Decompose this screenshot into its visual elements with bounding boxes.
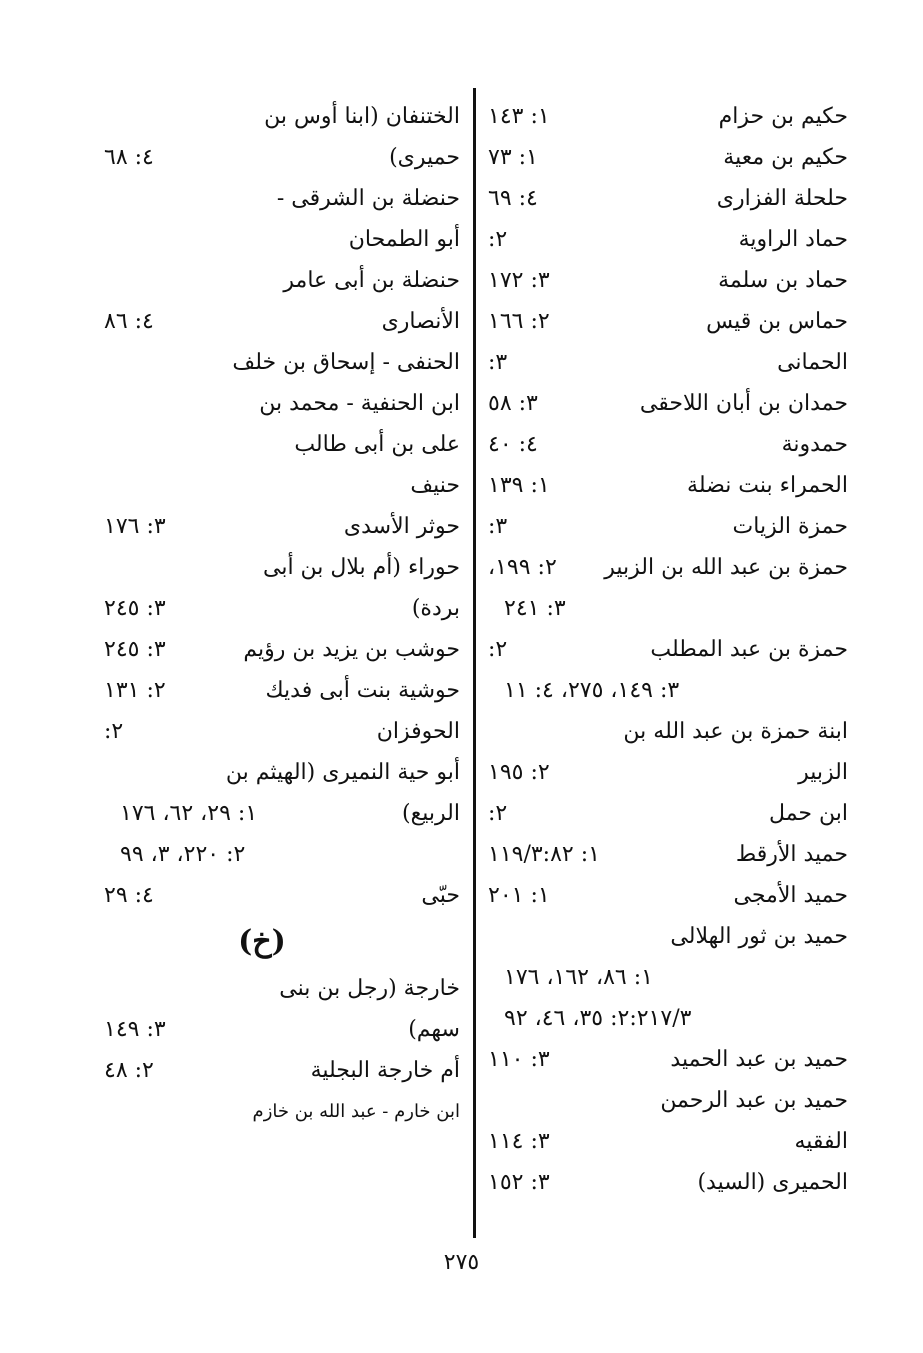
entry-name: حميرى) bbox=[389, 145, 460, 170]
index-entry bbox=[488, 629, 848, 670]
entry-name: الأنصارى bbox=[381, 309, 460, 334]
entry-reference: ٣: ١١٠ bbox=[488, 1047, 550, 1072]
index-entry bbox=[104, 342, 460, 383]
index-entry bbox=[488, 383, 848, 424]
column-divider bbox=[473, 88, 476, 1238]
entry-reference: ٤: ٤٠ bbox=[488, 432, 538, 457]
entry-name: حمدونة bbox=[781, 432, 848, 457]
entry-reference: ١: ٧٣ bbox=[488, 145, 538, 170]
page-number: ٢٧٥ bbox=[443, 1250, 480, 1275]
index-entry bbox=[104, 1091, 460, 1132]
index-entry bbox=[488, 137, 848, 178]
entry-name: حميد بن ثور الهلالى bbox=[670, 924, 848, 949]
index-entry bbox=[104, 1050, 460, 1091]
entry-reference: ١: ١٣٩ bbox=[488, 473, 550, 498]
entry-reference: ١: ١١٩/٣:٨٢ bbox=[488, 842, 600, 867]
entry-reference: ٣: ١٥٢ bbox=[488, 1170, 550, 1195]
index-entry bbox=[488, 670, 848, 711]
entry-reference: ٣: ١٧٦ bbox=[104, 514, 166, 539]
entry-reference: ٣: ٢٤٥ bbox=[104, 596, 166, 621]
entry-name: حوشية بنت أبى فديك bbox=[265, 678, 460, 703]
index-entry bbox=[488, 506, 848, 547]
entry-reference: ٤: ٨٦ bbox=[104, 309, 154, 334]
entry-name: ابن خارم - عبد الله بن خازم bbox=[252, 1101, 460, 1122]
entry-reference: ٢: bbox=[488, 637, 508, 662]
entry-name: حوثر الأسدى bbox=[343, 514, 460, 539]
entry-name: الحميرى (السيد) bbox=[697, 1170, 848, 1195]
index-entry bbox=[104, 301, 460, 342]
entry-reference: ٣: bbox=[488, 514, 508, 539]
index-entry bbox=[488, 957, 848, 998]
index-entry bbox=[104, 96, 460, 137]
entry-name: بردة) bbox=[411, 596, 460, 621]
entry-reference: ٣: ١٤٩، ٢٧٥، ٤: ١١ bbox=[504, 678, 680, 703]
entry-name: حكيم بن معية bbox=[723, 145, 848, 170]
index-entry bbox=[488, 834, 848, 875]
entry-name: أبو حية النميرى (الهيثم بن bbox=[225, 760, 460, 785]
entry-name: حماد الراوية bbox=[738, 227, 848, 252]
index-entry bbox=[488, 547, 848, 588]
index-entry bbox=[104, 137, 460, 178]
index-entry bbox=[104, 834, 460, 875]
entry-reference: ٣: ٥٨ bbox=[488, 391, 538, 416]
entry-reference: ٢: ١٩٩، bbox=[488, 555, 557, 580]
entry-name: حنيف bbox=[410, 473, 460, 498]
entry-name: على بن أبى طالب bbox=[294, 432, 460, 457]
entry-reference: ٢: bbox=[104, 719, 124, 744]
index-entry bbox=[104, 670, 460, 711]
index-entry bbox=[104, 178, 460, 219]
entry-reference: ٤: ٦٨ bbox=[104, 145, 154, 170]
index-entry bbox=[104, 1009, 460, 1050]
entry-name: حمزة الزيات bbox=[732, 514, 848, 539]
index-entry bbox=[104, 711, 460, 752]
entry-name: الحمراء بنت نضلة bbox=[687, 473, 848, 498]
index-entry bbox=[104, 968, 460, 1009]
index-entry bbox=[488, 711, 848, 752]
entry-name: حميد بن عبد الرحمن bbox=[660, 1088, 848, 1113]
entry-name: حماد بن سلمة bbox=[718, 268, 848, 293]
entry-name: الربيع) bbox=[401, 801, 460, 826]
entry-reference: ٢:٢١٧/٣: ٣٥، ٤٦، ٩٢ bbox=[504, 1006, 692, 1031]
index-entry bbox=[104, 383, 460, 424]
entry-reference: ٣: ١١٤ bbox=[488, 1129, 550, 1154]
entry-reference: ٣: ٢٤٥ bbox=[104, 637, 166, 662]
index-entry bbox=[104, 260, 460, 301]
index-entry bbox=[488, 998, 848, 1039]
entry-reference: ١: ١٤٣ bbox=[488, 104, 550, 129]
entry-reference: ٢: ٤٨ bbox=[104, 1058, 154, 1083]
entry-reference: ١: ٨٦، ١٦٢، ١٧٦ bbox=[504, 965, 653, 990]
index-entry bbox=[488, 752, 848, 793]
entry-name: الحمانى bbox=[777, 350, 848, 375]
index-entry bbox=[488, 1080, 848, 1121]
entry-name: سهم) bbox=[408, 1017, 460, 1042]
index-entry bbox=[488, 301, 848, 342]
index-entry bbox=[488, 260, 848, 301]
left-column bbox=[104, 96, 460, 1132]
entry-reference: ٢: bbox=[488, 801, 508, 826]
index-entry bbox=[488, 916, 848, 957]
index-entry bbox=[488, 875, 848, 916]
entry-name: الختنفان (ابنا أوس بن bbox=[264, 104, 460, 129]
index-entry bbox=[104, 752, 460, 793]
entry-name: حماس بن قيس bbox=[706, 309, 848, 334]
entry-reference: ٢: ١٩٥ bbox=[488, 760, 550, 785]
entry-name: حبّى bbox=[421, 883, 460, 908]
index-entry bbox=[104, 547, 460, 588]
index-entry bbox=[488, 219, 848, 260]
index-entry bbox=[488, 465, 848, 506]
entry-name: حمدان بن أبان اللاحقى bbox=[639, 391, 848, 416]
entry-name: حنضلة بن الشرقى - bbox=[276, 186, 460, 211]
entry-name: خارجة (رجل بن بنى bbox=[279, 976, 460, 1001]
index-entry bbox=[488, 1039, 848, 1080]
index-entry bbox=[104, 424, 460, 465]
entry-reference: ٢: ٢٢٠، ٣، ٩٩ bbox=[120, 842, 246, 867]
entry-name: حمزة بن عبد المطلب bbox=[650, 637, 848, 662]
entry-name: حلحلة الفزارى bbox=[716, 186, 848, 211]
entry-name: الفقيه bbox=[794, 1129, 848, 1154]
entry-name: حكيم بن حزام bbox=[718, 104, 848, 129]
index-entry bbox=[488, 342, 848, 383]
entry-reference: ٢: bbox=[488, 227, 508, 252]
entry-name: الحنفى - إسحاق بن خلف bbox=[232, 350, 460, 375]
section-letter: (خ) bbox=[238, 924, 286, 959]
entry-reference: ٣: bbox=[488, 350, 508, 375]
index-entry bbox=[488, 793, 848, 834]
entry-name: ابن الحنفية - محمد بن bbox=[259, 391, 460, 416]
entry-reference: ٤: ٦٩ bbox=[488, 186, 538, 211]
entry-name: حنضلة بن أبى عامر bbox=[283, 268, 460, 293]
index-entry bbox=[104, 219, 460, 260]
index-entry bbox=[488, 178, 848, 219]
entry-reference: ٤: ٢٩ bbox=[104, 883, 154, 908]
entry-reference: ٢: ١٣١ bbox=[104, 678, 166, 703]
entry-name: حميد بن عبد الحميد bbox=[670, 1047, 848, 1072]
right-column bbox=[488, 96, 848, 1203]
entry-name: حميد الأرقط bbox=[735, 842, 848, 867]
index-entry bbox=[104, 506, 460, 547]
index-entry bbox=[488, 1121, 848, 1162]
index-entry bbox=[104, 588, 460, 629]
index-entry bbox=[488, 424, 848, 465]
entry-name: حوراء (أم بلال بن أبى bbox=[262, 555, 460, 580]
entry-name: حوشب بن يزيد بن رؤيم bbox=[243, 637, 460, 662]
index-entry bbox=[488, 96, 848, 137]
entry-reference: ٢: ١٦٦ bbox=[488, 309, 550, 334]
entry-name: ابن حمل bbox=[769, 801, 848, 826]
index-entry bbox=[488, 588, 848, 629]
entry-reference: ٣: ١٧٢ bbox=[488, 268, 550, 293]
entry-name: الحوفزان bbox=[376, 719, 460, 744]
index-entry bbox=[104, 793, 460, 834]
entry-name: أبو الطمحان bbox=[348, 227, 460, 252]
entry-name: حمزة بن عبد الله بن الزبير bbox=[604, 555, 848, 580]
index-entry bbox=[104, 465, 460, 506]
entry-reference: ٣: ١٤٩ bbox=[104, 1017, 166, 1042]
entry-reference: ٣: ٢٤١ bbox=[504, 596, 566, 621]
entry-name: حميد الأمجى bbox=[733, 883, 848, 908]
entry-name: الزبير bbox=[798, 760, 848, 785]
entry-name: ابنة حمزة بن عبد الله بن bbox=[623, 719, 848, 744]
index-entry bbox=[104, 875, 460, 916]
entry-reference: ١: ٢٠١ bbox=[488, 883, 550, 908]
entry-name: أم خارجة البجلية bbox=[310, 1058, 460, 1083]
index-entry bbox=[488, 1162, 848, 1203]
index-entry bbox=[104, 629, 460, 670]
entry-reference: ١: ٢٩، ٦٢، ١٧٦ bbox=[120, 801, 258, 826]
